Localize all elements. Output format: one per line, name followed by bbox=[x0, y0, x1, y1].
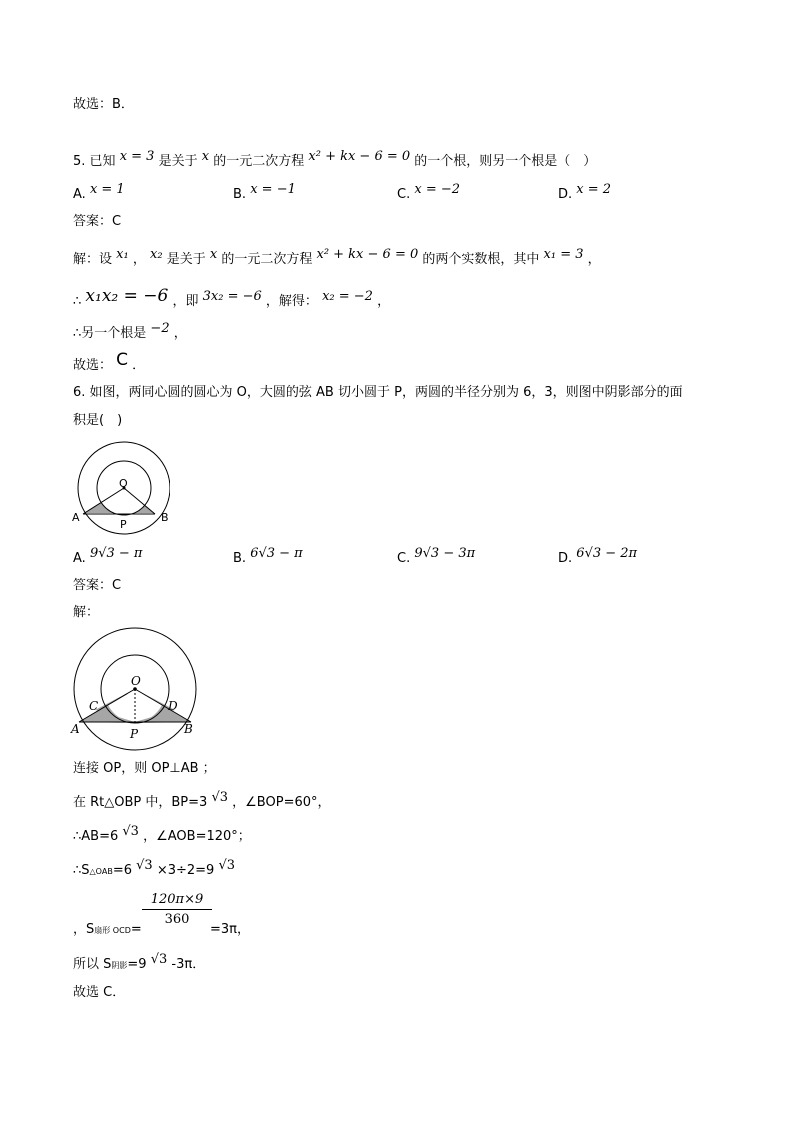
text: = bbox=[130, 922, 142, 937]
label-o: O bbox=[131, 674, 141, 688]
math: x = 3 bbox=[119, 149, 155, 164]
math: x₁ = 3 bbox=[543, 247, 584, 262]
math: √3 bbox=[122, 824, 139, 839]
text: ， bbox=[587, 252, 601, 267]
text: ，∠AOB=120°； bbox=[143, 829, 251, 844]
math: 3x₂ = −6 bbox=[202, 289, 262, 304]
question-6-line-1 bbox=[73, 384, 683, 402]
label-p: P bbox=[130, 727, 139, 741]
step-4 bbox=[73, 858, 236, 881]
step-1 bbox=[73, 760, 216, 778]
math: −2 bbox=[150, 321, 170, 336]
math: x = −2 bbox=[414, 182, 461, 197]
step-6 bbox=[73, 952, 206, 975]
label: B. bbox=[233, 187, 247, 202]
fraction-bar bbox=[142, 909, 212, 910]
math: 9√3 − π bbox=[89, 546, 143, 561]
q5-solution-line-2 bbox=[73, 286, 391, 311]
text: 的一元二次方程 bbox=[221, 252, 313, 267]
math: x₁x₂ = −6 bbox=[85, 286, 169, 306]
math: √3 bbox=[150, 952, 168, 967]
text: ． bbox=[132, 358, 146, 373]
q6-option-c bbox=[397, 546, 476, 568]
q6-option-a bbox=[73, 546, 143, 568]
text: 答案：C bbox=[73, 214, 122, 229]
math: x² + kx − 6 = 0 bbox=[316, 247, 419, 262]
text: ， bbox=[377, 294, 391, 309]
step-2 bbox=[73, 790, 331, 812]
math: x = −1 bbox=[250, 182, 296, 197]
step-3 bbox=[73, 824, 251, 846]
text: ∴S bbox=[73, 863, 90, 878]
step-5 bbox=[73, 921, 142, 940]
label: B. bbox=[233, 551, 247, 566]
label: D. bbox=[558, 551, 573, 566]
text: 5. 已知 bbox=[73, 154, 116, 169]
math: x₁ bbox=[116, 247, 129, 262]
text: 故选 C． bbox=[73, 985, 126, 1000]
question-6-line-2 bbox=[73, 412, 122, 430]
text: 连接 OP，则 OP⊥AB ； bbox=[73, 761, 216, 776]
text: ， bbox=[173, 326, 187, 341]
q5-option-a bbox=[73, 182, 125, 204]
figure-concentric-circles-1 bbox=[70, 437, 170, 537]
text: 故选：B． bbox=[73, 97, 134, 112]
math: √3 bbox=[218, 858, 236, 873]
text: ， bbox=[132, 252, 146, 267]
text: 解：设 bbox=[73, 252, 113, 267]
fraction bbox=[142, 892, 212, 927]
q5-answer bbox=[73, 213, 121, 231]
math: x² + kx − 6 = 0 bbox=[308, 149, 411, 164]
math: x₂ bbox=[150, 247, 163, 262]
math: √3 bbox=[136, 858, 153, 873]
text: ，即 bbox=[172, 294, 199, 309]
figure-concentric-circles-2 bbox=[68, 626, 208, 761]
math: 6√3 − π bbox=[250, 546, 303, 561]
answer-line-1 bbox=[73, 96, 134, 114]
label-a: A bbox=[72, 511, 80, 524]
q5-solution-line-3 bbox=[73, 321, 187, 343]
label-b: B bbox=[184, 722, 193, 736]
q5-option-d bbox=[558, 182, 612, 204]
text: -3π． bbox=[171, 957, 206, 972]
text: =3π， bbox=[210, 922, 250, 937]
q6-option-b bbox=[233, 546, 303, 568]
text: ∴另一个根是 bbox=[73, 326, 147, 341]
label: A. bbox=[73, 551, 86, 566]
text: 答案：C bbox=[73, 578, 122, 593]
label-o: O bbox=[119, 477, 128, 490]
text: 是关于 bbox=[158, 154, 198, 169]
label-p: P bbox=[120, 518, 127, 531]
q5-solution-line-4 bbox=[73, 350, 146, 375]
q5-solution-line-1 bbox=[73, 247, 601, 269]
q6-solution-label bbox=[73, 604, 99, 622]
text: =6 bbox=[112, 863, 132, 878]
math: x = 1 bbox=[89, 182, 125, 197]
label: C. bbox=[397, 551, 411, 566]
text: =9 bbox=[127, 957, 147, 972]
q6-option-d bbox=[558, 546, 638, 568]
label: A. bbox=[73, 187, 86, 202]
subscript: 阴影 bbox=[111, 961, 128, 970]
label-d: D bbox=[168, 699, 178, 713]
label-c: C bbox=[89, 699, 99, 713]
text: 6. 如图，两同心圆的圆心为 O，大圆的弦 AB 切小圆于 P，两圆的半径分别为 6，3，则图中阴影部分的面 bbox=[73, 385, 683, 400]
text: 的一个根，则另一个根是（ ） bbox=[414, 154, 597, 169]
math: x₂ = −2 bbox=[322, 289, 373, 304]
math: √3 bbox=[211, 790, 229, 805]
math: 6√3 − 2π bbox=[576, 546, 638, 561]
text: ∴AB=6 bbox=[73, 829, 119, 844]
subscript: 扇形 OCD bbox=[94, 926, 131, 935]
step-5-result bbox=[210, 921, 250, 939]
label-a: A bbox=[71, 722, 80, 736]
text: ×3÷2=9 bbox=[156, 863, 215, 878]
text: ，解得： bbox=[265, 294, 318, 309]
q5-option-b bbox=[233, 182, 296, 204]
step-7 bbox=[73, 984, 125, 1002]
text: 在 Rt△OBP 中，BP=3 bbox=[73, 795, 208, 810]
subscript: △OAB bbox=[89, 867, 113, 876]
text: 解： bbox=[73, 605, 100, 620]
text: ∴ bbox=[73, 294, 82, 309]
text: 积是( ) bbox=[73, 413, 123, 428]
text: ，S bbox=[73, 922, 95, 937]
text: C bbox=[116, 350, 129, 370]
text: 的一元二次方程 bbox=[213, 154, 305, 169]
math: x = 2 bbox=[576, 182, 612, 197]
label: D. bbox=[558, 187, 573, 202]
text: 所以 S bbox=[73, 957, 112, 972]
math: x bbox=[201, 149, 210, 164]
text: 故选： bbox=[73, 358, 113, 373]
q6-answer bbox=[73, 577, 121, 595]
label-b: B bbox=[161, 511, 169, 524]
numerator: 120π×9 bbox=[150, 892, 204, 907]
text: 的两个实数根，其中 bbox=[422, 252, 540, 267]
denominator: 360 bbox=[164, 912, 190, 927]
math: 9√3 − 3π bbox=[414, 546, 476, 561]
math: x bbox=[209, 247, 218, 262]
text: ，∠BOP=60°， bbox=[232, 795, 331, 810]
label: C. bbox=[397, 187, 411, 202]
q5-option-c bbox=[397, 182, 461, 204]
question-5 bbox=[73, 149, 597, 171]
text: 是关于 bbox=[166, 252, 206, 267]
